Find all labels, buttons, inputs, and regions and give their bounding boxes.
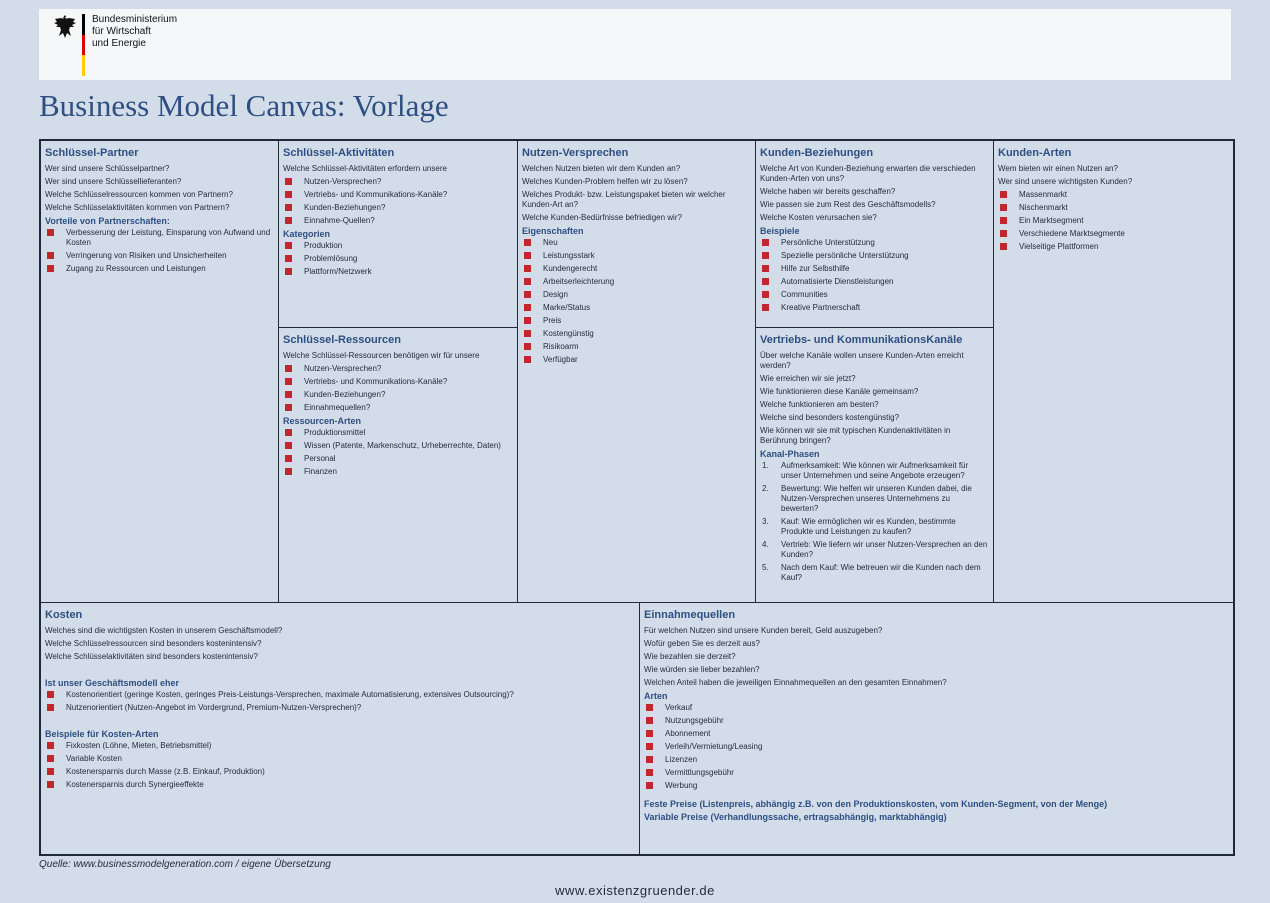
list-item: Persönliche Unterstützung bbox=[760, 238, 989, 248]
list-item: Abonnement bbox=[644, 729, 1229, 739]
subsection-title: Kategorien bbox=[283, 229, 331, 239]
question: Welche sind besonders kostengünstig? bbox=[760, 413, 900, 422]
section-title: Einnahmequellen bbox=[644, 609, 736, 621]
question: Welches Produkt- bzw. Leistungspaket bieten wir welcher Kunden-Art an? bbox=[522, 190, 726, 209]
list-item: Leistungsstark bbox=[522, 251, 751, 261]
question: Wie würden sie lieber bezahlen? bbox=[644, 665, 760, 674]
question: Über welche Kanäle wollen unsere Kunden-Arten erreicht werden? bbox=[760, 351, 964, 370]
list-item: Marke/Status bbox=[522, 303, 751, 313]
list-item: Vielseitige Plattformen bbox=[998, 242, 1229, 252]
question: Welche funktionieren am besten? bbox=[760, 400, 879, 409]
list-item: Plattform/Netzwerk bbox=[283, 267, 513, 277]
subsection-title: Kanal-Phasen bbox=[760, 449, 820, 459]
list-item: Fixkosten (Löhne, Mieten, Betriebsmittel) bbox=[45, 741, 635, 751]
subsection-title: Beispiele für Kosten-Arten bbox=[45, 729, 159, 739]
list-item: Produktion bbox=[283, 241, 513, 251]
question: Wer sind unsere Schlüssellieferanten? bbox=[45, 177, 182, 186]
list-item bbox=[760, 540, 989, 560]
item-text: Vertrieb: Wie liefern wir unser Nutzen-Versprechen an den Kunden? bbox=[781, 540, 988, 559]
bullet-list bbox=[522, 238, 751, 365]
question: Welchen Nutzen bieten wir dem Kunden an? bbox=[522, 164, 681, 173]
section-title: Schlüssel-Ressourcen bbox=[283, 334, 401, 346]
list-item: Nutzenorientiert (Nutzen-Angebot im Vordergrund, Premium-Nutzen-Versprechen)? bbox=[45, 703, 635, 713]
revenue-streams-section bbox=[639, 602, 1234, 855]
item-number: 1. bbox=[762, 461, 769, 470]
page-title: Business Model Canvas: Vorlage bbox=[39, 88, 449, 123]
question: Welches sind die wichtigsten Kosten in unserem Geschäftsmodell? bbox=[45, 626, 283, 635]
subsection-title: Arten bbox=[644, 691, 668, 701]
question: Welche Schlüssel-Aktivitäten erfordern unsere bbox=[283, 164, 447, 173]
list-item: Finanzen bbox=[283, 467, 513, 477]
key-resources-section bbox=[278, 327, 518, 603]
section-title: Kunden-Beziehungen bbox=[760, 147, 874, 159]
list-item: Vertriebs- und Kommunikations-Kanäle? bbox=[283, 190, 513, 200]
item-text: Nach dem Kauf: Wie betreuen wir die Kunden nach dem Kauf? bbox=[781, 563, 981, 582]
question: Wie passen sie zum Rest des Geschäftsmodells? bbox=[760, 200, 936, 209]
list-item bbox=[760, 563, 989, 583]
item-number: 4. bbox=[762, 540, 769, 549]
channels-section bbox=[755, 327, 994, 603]
customer-relationships-section bbox=[755, 140, 994, 328]
question: Welche Kosten verursachen sie? bbox=[760, 213, 877, 222]
list-item: Massenmarkt bbox=[998, 190, 1229, 200]
bullet-list bbox=[283, 428, 513, 477]
question: Welche haben wir bereits geschaffen? bbox=[760, 187, 896, 196]
list-item: Verfügbar bbox=[522, 355, 751, 365]
list-item: Nutzen-Versprechen? bbox=[283, 177, 513, 187]
question: Wie erreichen wir sie jetzt? bbox=[760, 374, 856, 383]
source-note: Quelle: www.businessmodelgeneration.com / eigene Übersetzung bbox=[39, 859, 331, 870]
item-text: Bewertung: Wie helfen wir unseren Kunden dabei, die Nutzen-Versprechen unseres Unternehmens zu bewerten? bbox=[781, 484, 972, 513]
list-item: Kostenersparnis durch Masse (z.B. Einkauf, Produktion) bbox=[45, 767, 635, 777]
list-item: Problemlösung bbox=[283, 254, 513, 264]
list-item: Personal bbox=[283, 454, 513, 464]
list-item: Produktionsmittel bbox=[283, 428, 513, 438]
bullet-list bbox=[283, 364, 513, 413]
cost-structure-section bbox=[40, 602, 640, 855]
federal-eagle-icon bbox=[53, 14, 77, 40]
list-item: Kunden-Beziehungen? bbox=[283, 390, 513, 400]
list-item: Nutzen-Versprechen? bbox=[283, 364, 513, 374]
question: Wer sind unsere Schlüsselpartner? bbox=[45, 164, 170, 173]
item-text: Kauf: Wie ermöglichen wir es Kunden, bestimmte Produkte und Leistungen zu kaufen? bbox=[781, 517, 956, 536]
list-item: Variable Kosten bbox=[45, 754, 635, 764]
list-item: Einnahme-Quellen? bbox=[283, 216, 513, 226]
list-item: Vermittlungsgebühr bbox=[644, 768, 1229, 778]
key-activities-section bbox=[278, 140, 518, 328]
list-item: Kunden-Beziehungen? bbox=[283, 203, 513, 213]
list-item: Neu bbox=[522, 238, 751, 248]
question: Welche Schlüsselressourcen sind besonders kostenintensiv? bbox=[45, 639, 262, 648]
value-proposition-section bbox=[517, 140, 756, 603]
ministry-line-1: Bundesministerium bbox=[92, 14, 178, 25]
question: Wer sind unsere wichtigsten Kunden? bbox=[998, 177, 1133, 186]
list-item: Hilfe zur Selbsthilfe bbox=[760, 264, 989, 274]
list-item: Vertriebs- und Kommunikations-Kanäle? bbox=[283, 377, 513, 387]
question: Wie funktionieren diese Kanäle gemeinsam? bbox=[760, 387, 919, 396]
spacer bbox=[45, 665, 635, 675]
list-item: Spezielle persönliche Unterstützung bbox=[760, 251, 989, 261]
question: Wem bieten wir einen Nutzen an? bbox=[998, 164, 1118, 173]
question: Welche Schlüsselaktivitäten sind besonders kostenintensiv? bbox=[45, 652, 258, 661]
list-item: Verringerung von Risiken und Unsicherheiten bbox=[45, 251, 274, 261]
question: Für welchen Nutzen sind unsere Kunden bereit, Geld auszugeben? bbox=[644, 626, 883, 635]
section-title: Kosten bbox=[45, 609, 83, 621]
business-model-canvas bbox=[39, 139, 1235, 856]
section-title: Schlüssel-Partner bbox=[45, 147, 139, 159]
list-item: Verschiedene Marktsegmente bbox=[998, 229, 1229, 239]
variable-prices-label: Variable Preise (Verhandlungssache, ertragsabhängig, marktabhängig) bbox=[644, 812, 947, 822]
list-item: Kreative Partnerschaft bbox=[760, 303, 989, 313]
bullet-list bbox=[283, 177, 513, 226]
list-item: Verbesserung der Leistung, Einsparung von Aufwand und Kosten bbox=[45, 228, 274, 248]
list-item: Verkauf bbox=[644, 703, 1229, 713]
list-item: Ein Marktsegment bbox=[998, 216, 1229, 226]
section-title: Schlüssel-Aktivitäten bbox=[283, 147, 395, 159]
subsection-title: Vorteile von Partnerschaften: bbox=[45, 216, 170, 226]
question: Welches Kunden-Problem helfen wir zu lösen? bbox=[522, 177, 688, 186]
bullet-list bbox=[760, 238, 989, 313]
list-item bbox=[760, 517, 989, 537]
spacer bbox=[45, 716, 635, 726]
list-item: Lizenzen bbox=[644, 755, 1229, 765]
ministry-name bbox=[92, 14, 177, 50]
subsection-title: Ist unser Geschäftsmodell eher bbox=[45, 678, 180, 688]
list-item: Verleih/Vermietung/Leasing bbox=[644, 742, 1229, 752]
list-item: Nutzungsgebühr bbox=[644, 716, 1229, 726]
bullet-list bbox=[283, 241, 513, 277]
bullet-list bbox=[45, 741, 635, 790]
question: Wofür geben Sie es derzeit aus? bbox=[644, 639, 760, 648]
list-item: Kostenorientiert (geringe Kosten, geringes Preis-Leistungs-Versprechen, maximale Automatisierung, extensives Outsourcing)? bbox=[45, 690, 635, 700]
section-title: Vertriebs- und KommunikationsKanäle bbox=[760, 334, 963, 346]
list-item: Kundengerecht bbox=[522, 264, 751, 274]
footer-url: www.existenzgruender.de bbox=[555, 883, 715, 898]
bullet-list bbox=[45, 690, 635, 713]
list-item: Wissen (Patente, Markenschutz, Urheberrechte, Daten) bbox=[283, 441, 513, 451]
list-item: Arbeitserleichterung bbox=[522, 277, 751, 287]
list-item bbox=[760, 461, 989, 481]
list-item bbox=[760, 484, 989, 514]
list-item: Preis bbox=[522, 316, 751, 326]
ministry-line-3: und Energie bbox=[92, 38, 146, 49]
list-item: Design bbox=[522, 290, 751, 300]
item-number: 2. bbox=[762, 484, 769, 493]
list-item: Kostenersparnis durch Synergieeffekte bbox=[45, 780, 635, 790]
fixed-prices-label: Feste Preise (Listenpreis, abhängig z.B. von den Produktionskosten, vom Kunden-Segment, von der Menge) bbox=[644, 799, 1108, 809]
bullet-list bbox=[45, 228, 274, 274]
list-item: Zugang zu Ressourcen und Leistungen bbox=[45, 264, 274, 274]
list-item: Einnahmequellen? bbox=[283, 403, 513, 413]
key-partners-section bbox=[40, 140, 279, 603]
list-item: Nischenmarkt bbox=[998, 203, 1229, 213]
question: Welche Art von Kunden-Beziehung erwarten die verschieden Kunden-Arten von uns? bbox=[760, 164, 976, 183]
item-number: 5. bbox=[762, 563, 769, 572]
question: Wie können wir sie mit typischen Kundenaktivitäten in Berührung bringen? bbox=[760, 426, 951, 445]
customer-segments-section bbox=[993, 140, 1234, 603]
list-item: Automatisierte Dienstleistungen bbox=[760, 277, 989, 287]
list-item: Risikoarm bbox=[522, 342, 751, 352]
bullet-list bbox=[644, 703, 1229, 791]
question: Welche Schlüssel-Ressourcen benötigen wir für unsere bbox=[283, 351, 480, 360]
list-item: Communities bbox=[760, 290, 989, 300]
german-flag-bar bbox=[82, 14, 85, 76]
section-title: Kunden-Arten bbox=[998, 147, 1072, 159]
bullet-list bbox=[998, 190, 1229, 252]
section-title: Nutzen-Versprechen bbox=[522, 147, 629, 159]
list-item: Werbung bbox=[644, 781, 1229, 791]
ministry-line-2: für Wirtschaft bbox=[92, 26, 151, 37]
item-number: 3. bbox=[762, 517, 769, 526]
subsection-title: Ressourcen-Arten bbox=[283, 416, 362, 426]
question: Welchen Anteil haben die jeweiligen Einnahmequellen an den gesamten Einnahmen? bbox=[644, 678, 947, 687]
list-item: Kostengünstig bbox=[522, 329, 751, 339]
subsection-title: Eigenschaften bbox=[522, 226, 584, 236]
numbered-list bbox=[760, 461, 989, 583]
question: Welche Schlüsselaktivitäten kommen von Partnern? bbox=[45, 203, 230, 212]
subsection-title: Beispiele bbox=[760, 226, 800, 236]
ministry-header bbox=[39, 9, 1231, 80]
question: Wie bezahlen sie derzeit? bbox=[644, 652, 736, 661]
question: Welche Schlüsselressourcen kommen von Partnern? bbox=[45, 190, 233, 199]
item-text: Aufmerksamkeit: Wie können wir Aufmerksamkeit für unser Unternehmen und seine Angebote erzeugen? bbox=[781, 461, 969, 480]
question: Welche Kunden-Bedürfnisse befriedigen wir? bbox=[522, 213, 682, 222]
